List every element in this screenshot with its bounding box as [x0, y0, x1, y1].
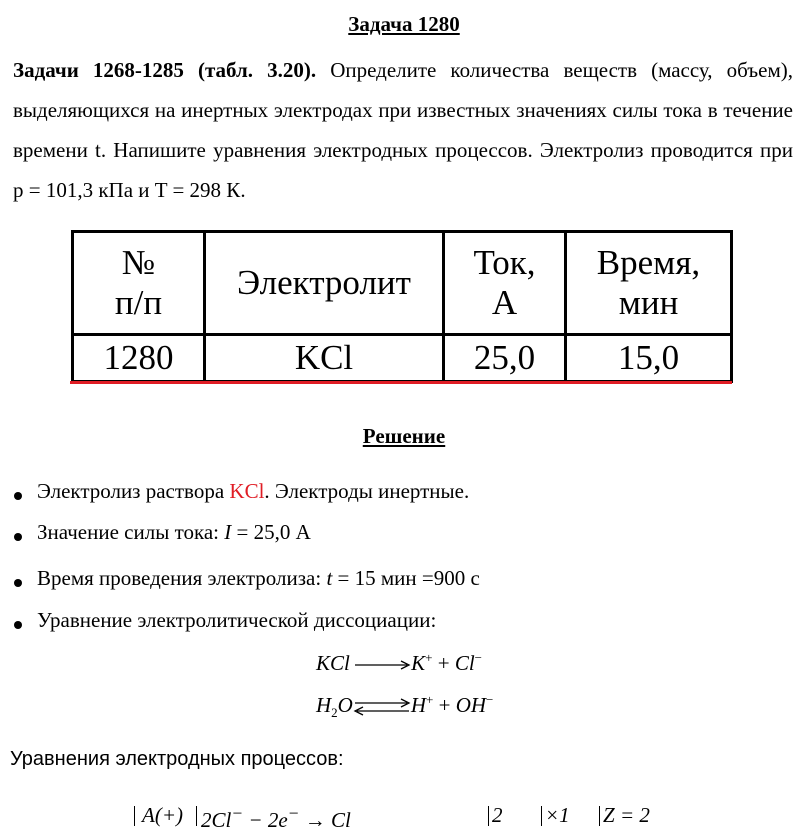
header-current: Ток, А — [444, 232, 566, 335]
total-electrons: Z = 2 — [603, 803, 650, 827]
divider — [488, 806, 489, 826]
electron-count: 2 — [492, 803, 503, 827]
cell-current: 25,0 — [444, 335, 566, 382]
header-electrolyte: Электролит — [205, 232, 444, 335]
problem-title: Задача 1280 — [348, 12, 460, 36]
conditions-table — [71, 230, 733, 383]
anode-reaction: 2Cl− − 2e− → Cl — [201, 803, 351, 832]
dissociation-equation-kcl: KCl K+ + Cl− — [316, 650, 482, 675]
bullet-dot-icon — [14, 621, 22, 629]
electrode-processes-heading: Уравнения электродных процессов: — [10, 748, 344, 770]
right-arrow-icon — [355, 659, 411, 671]
equilibrium-arrow-icon — [353, 698, 411, 716]
cell-electrolyte: KCl — [205, 335, 444, 382]
electrolyte-highlight: KCl — [229, 479, 265, 503]
problem-text: Определите количества веществ (массу, объем), выделяющихся на инертных электродах при известных значениях силы тока в течение времени t. Напишите уравнения электродных процессов. Электролиз проводится при p = 101,3 кПа и T = 298 К. — [13, 58, 793, 202]
table-row — [73, 335, 732, 382]
red-underline — [70, 381, 732, 384]
divider — [599, 806, 600, 826]
bullet-dot-icon — [14, 492, 22, 500]
divider — [196, 806, 197, 826]
table-header-row — [73, 232, 732, 335]
header-number: № п/п — [73, 232, 205, 335]
cell-number: 1280 — [73, 335, 205, 382]
divider — [541, 806, 542, 826]
problem-statement — [13, 50, 793, 210]
anode-label: A(+) — [142, 803, 183, 827]
multiplier: ×1 — [545, 803, 570, 827]
solution-title: Решение — [362, 424, 446, 448]
divider — [134, 806, 135, 826]
problem-range-label: Задачи 1268-1285 (табл. 3.20). — [13, 58, 317, 82]
bullet-dot-icon — [14, 533, 22, 541]
cell-time: 15,0 — [566, 335, 732, 382]
header-time: Время, мин — [566, 232, 732, 335]
bullet-dot-icon — [14, 579, 22, 587]
dissociation-equation-water: $H_2O$ H+ + OH− — [316, 692, 494, 720]
